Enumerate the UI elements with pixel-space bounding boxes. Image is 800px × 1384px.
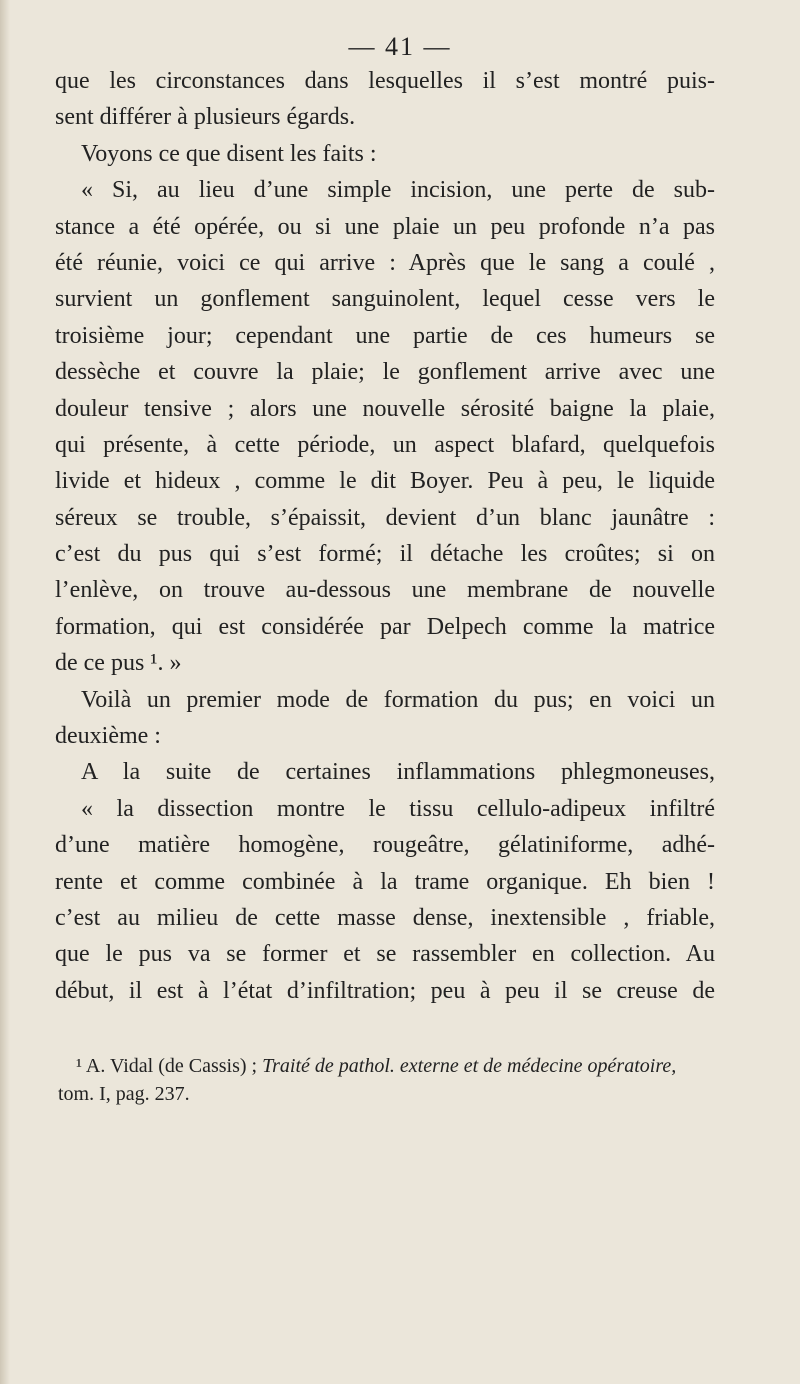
text-line: formation, qui est considérée par Delpech comme la matrice [55,613,715,640]
footnote-author: A. Vidal (de Cassis) ; [85,1055,258,1077]
text-line: rente et comme combinée à la trame organique. Eh bien ! [55,868,715,895]
text-line: A la suite de certaines inflammations phlegmoneuses, [81,759,715,786]
text-line: « la dissection montre le tissu cellulo-adipeux infiltré [81,795,715,822]
text-line: stance a été opérée, ou si une plaie un peu profonde n’a pas [55,213,715,240]
footnote-line-1 [58,1052,715,1080]
text-line: Voilà un premier mode de formation du pus; en voici un [81,686,715,713]
text-line: que le pus va se former et se rassembler en collection. Au [55,941,715,968]
text-line: que les circonstances dans lesquelles il s’est montré puis- [55,68,715,94]
text-line: été réunie, voici ce qui arrive : Après que le sang a coulé , [55,249,715,276]
text-line: qui présente, à cette période, un aspect blafard, quelquefois [55,431,715,458]
body-text [55,63,715,1009]
footnote-reference: tom. I, pag. 237. [58,1083,190,1105]
text-line: séreux se trouble, s’épaissit, devient d’un blanc jaunâtre : [55,504,715,531]
page-number: — 41 — [348,32,452,61]
text-line: deuxième : [55,723,161,750]
text-line: Voyons ce que disent les faits : [81,140,377,167]
text-line: dessèche et couvre la plaie; le gonflement arrive avec une [55,359,715,386]
text-line: survient un gonflement sanguinolent, lequel cesse vers le [55,286,715,313]
text-line: douleur tensive ; alors une nouvelle sérosité baigne la plaie, [55,395,715,422]
text-line: troisième jour; cependant une partie de ces humeurs se [55,322,715,349]
text-line: d’une matière homogène, rougeâtre, gélatiniforme, adhé- [55,832,715,859]
footnote [58,1052,715,1108]
text-line: c’est au milieu de cette masse dense, inextensible , friable, [55,904,715,931]
footnote-marker: ¹ [76,1055,82,1077]
text-line: début, il est à l’état d’infiltration; peu à peu il se creuse de [55,977,715,1004]
text-line: c’est du pus qui s’est formé; il détache les croûtes; si on [55,541,715,568]
text-line: livide et hideux , comme le dit Boyer. Peu à peu, le liquide [55,468,715,495]
text-line: l’enlève, on trouve au-dessous une membrane de nouvelle [55,577,715,604]
page-edge-shadow [0,0,10,1384]
footnote-title: Traité de pathol. externe et de médecine opératoire, [262,1055,677,1077]
text-line: de ce pus ¹. » [55,650,182,677]
text-line: « Si, au lieu d’une simple incision, une perte de sub- [81,177,715,204]
text-line: sent différer à plusieurs égards. [55,104,356,131]
